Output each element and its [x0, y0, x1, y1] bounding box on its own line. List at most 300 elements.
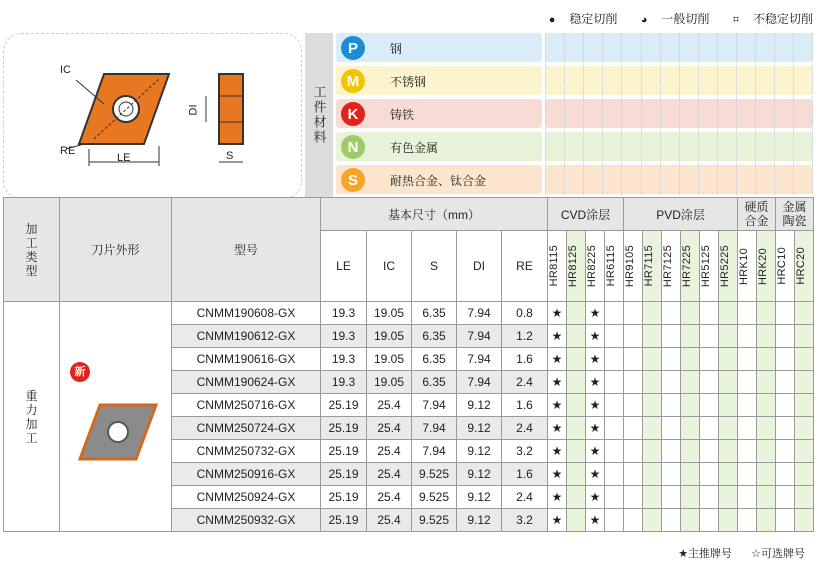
grade-cell-hr7115	[643, 302, 662, 325]
grid-line	[621, 33, 622, 195]
material-name: 有色金属	[390, 141, 439, 155]
grid-line	[698, 33, 699, 195]
grade-header-hr8225: HR8225	[586, 231, 605, 302]
main-grade-star: ★	[551, 352, 563, 366]
grade-cell-hr7115	[643, 440, 662, 463]
grid-line	[736, 33, 737, 195]
grade-cell-hr8225	[586, 302, 605, 325]
s-cell: 6.35	[412, 371, 457, 394]
grade-cell-hr8125	[567, 394, 586, 417]
grade-cell-hr5125	[700, 509, 719, 532]
di-header: DI	[457, 231, 502, 302]
re-cell: 3.2	[502, 509, 548, 532]
grade-header-hr5225: HR5225	[719, 231, 738, 302]
s-cell: 7.94	[412, 440, 457, 463]
le-cell: 25.19	[321, 463, 367, 486]
ic-cell: 19.05	[367, 348, 412, 371]
grade-cell-hr7115	[643, 463, 662, 486]
grade-cell-hr6115	[605, 325, 624, 348]
re-cell: 1.6	[502, 463, 548, 486]
general-label: 一般切削	[661, 12, 710, 26]
di-cell: 7.94	[457, 325, 502, 348]
grade-cell-hr5225	[719, 463, 738, 486]
main-grade-star: ★	[589, 490, 601, 504]
grade-header-hrc20: HRC20	[795, 231, 814, 302]
cermet-header: 金属陶瓷	[776, 198, 814, 231]
di-cell: 9.12	[457, 509, 502, 532]
grade-header-hr7225: HR7225	[681, 231, 700, 302]
grade-cell-hrc10	[776, 509, 795, 532]
grade-cell-hrc20	[795, 509, 814, 532]
grade-cell-hr7225	[681, 463, 700, 486]
re-cell: 0.8	[502, 302, 548, 325]
model-cell: CNMM250924-GX	[172, 486, 321, 509]
model-cell: CNMM250932-GX	[172, 509, 321, 532]
grade-cell-hr7125	[662, 394, 681, 417]
le-cell: 19.3	[321, 348, 367, 371]
grade-cell-hrc10	[776, 417, 795, 440]
grade-cell-hr7225	[681, 325, 700, 348]
material-badge-n: N	[341, 135, 365, 159]
grade-cell-hrk20	[757, 371, 776, 394]
s-cell: 7.94	[412, 394, 457, 417]
le-header: LE	[321, 231, 367, 302]
le-cell: 25.19	[321, 417, 367, 440]
grade-cell-hr8115	[548, 348, 567, 371]
grade-cell-hr6115	[605, 417, 624, 440]
re-cell: 2.4	[502, 417, 548, 440]
le-cell: 19.3	[321, 302, 367, 325]
main-grade-star: ★	[551, 329, 563, 343]
main-grade-star: ★	[551, 490, 563, 504]
grade-cell-hr6115	[605, 486, 624, 509]
grade-cell-hr9105	[624, 302, 643, 325]
di-cell: 9.12	[457, 486, 502, 509]
grade-cell-hr8115	[548, 371, 567, 394]
dims-header: 基本尺寸（mm）	[321, 198, 548, 231]
material-name: 耐热合金、钛合金	[390, 174, 487, 188]
le-cell: 19.3	[321, 325, 367, 348]
s-cell: 9.525	[412, 463, 457, 486]
grade-cell-hrk20	[757, 348, 776, 371]
grade-cell-hrk10	[738, 463, 757, 486]
grade-cell-hr8115	[548, 394, 567, 417]
grade-cell-hr7125	[662, 463, 681, 486]
grade-cell-hrk10	[738, 509, 757, 532]
grade-cell-hr5225	[719, 509, 738, 532]
grade-cell-hr9105	[624, 440, 643, 463]
grade-cell-hr8115	[548, 417, 567, 440]
grade-cell-hr8125	[567, 440, 586, 463]
pvd-header: PVD涂层	[624, 198, 738, 231]
grade-cell-hr8225	[586, 440, 605, 463]
main-grade-note: ★主推牌号	[678, 548, 733, 560]
grade-cell-hr8225	[586, 325, 605, 348]
grade-cell-hrk10	[738, 417, 757, 440]
grade-cell-hr6115	[605, 463, 624, 486]
grade-cell-hr7225	[681, 417, 700, 440]
ic-cell: 19.05	[367, 371, 412, 394]
grade-cell-hrc10	[776, 463, 795, 486]
grade-cell-hr5225	[719, 417, 738, 440]
ic-cell: 25.4	[367, 463, 412, 486]
ic-cell: 25.4	[367, 440, 412, 463]
le-cell: 25.19	[321, 440, 367, 463]
di-cell: 7.94	[457, 348, 502, 371]
di-label: DI	[187, 104, 200, 116]
material-row-n	[336, 132, 542, 161]
grade-cell-hrc20	[795, 348, 814, 371]
di-cell: 9.12	[457, 463, 502, 486]
grade-cell-hr7225	[681, 394, 700, 417]
ic-header: IC	[367, 231, 412, 302]
main-grade-star: ★	[589, 444, 601, 458]
grade-cell-hr8225	[586, 394, 605, 417]
grade-cell-hr7225	[681, 486, 700, 509]
workpiece-material-label: 工件材料	[305, 33, 333, 197]
general-symbol: ◕	[640, 14, 648, 26]
cvd-header: CVD涂层	[548, 198, 624, 231]
le-cell: 25.19	[321, 394, 367, 417]
grade-cell-hr8125	[567, 486, 586, 509]
grade-cell-hr7225	[681, 302, 700, 325]
main-grade-star: ★	[551, 398, 563, 412]
grade-cell-hr7225	[681, 348, 700, 371]
grade-cell-hr9105	[624, 417, 643, 440]
grade-cell-hrk20	[757, 325, 776, 348]
material-name: 钢	[390, 42, 403, 56]
main-grade-star: ★	[589, 375, 601, 389]
grade-cell-hr7125	[662, 325, 681, 348]
model-cell: CNMM190612-GX	[172, 325, 321, 348]
di-cell: 9.12	[457, 417, 502, 440]
grade-cell-hr8115	[548, 440, 567, 463]
grade-cell-hr6115	[605, 509, 624, 532]
grade-cell-hr7225	[681, 371, 700, 394]
grade-cell-hr6115	[605, 348, 624, 371]
grid-line	[774, 33, 775, 195]
grade-cell-hr8115	[548, 509, 567, 532]
grade-cell-hrc10	[776, 440, 795, 463]
grade-cell-hr9105	[624, 509, 643, 532]
grade-cell-hr8225	[586, 486, 605, 509]
s-cell: 6.35	[412, 302, 457, 325]
s-cell: 7.94	[412, 417, 457, 440]
model-cell: CNMM250916-GX	[172, 463, 321, 486]
le-label: LE	[117, 152, 131, 164]
grid-line	[679, 33, 680, 195]
grade-header-hr6115: HR6115	[605, 231, 624, 302]
grade-cell-hrc20	[795, 486, 814, 509]
grid-line	[793, 33, 794, 195]
main-grade-star: ★	[551, 421, 563, 435]
grade-cell-hr5225	[719, 440, 738, 463]
grade-cell-hr9105	[624, 463, 643, 486]
grade-cell-hr7125	[662, 486, 681, 509]
s-header: S	[412, 231, 457, 302]
grade-cell-hr5125	[700, 463, 719, 486]
main-grade-star: ★	[589, 513, 601, 527]
product-table	[3, 197, 814, 532]
type-header: 加工类型	[4, 198, 60, 302]
di-cell: 9.12	[457, 440, 502, 463]
ic-cell: 25.4	[367, 394, 412, 417]
footer-legend	[662, 545, 805, 561]
re-cell: 1.6	[502, 348, 548, 371]
model-cell: CNMM190624-GX	[172, 371, 321, 394]
material-row-s	[336, 165, 542, 194]
stable-label: 稳定切削	[569, 12, 618, 26]
grade-cell-hr8225	[586, 509, 605, 532]
s-cell: 6.35	[412, 325, 457, 348]
grade-cell-hr7115	[643, 486, 662, 509]
material-badge-p: P	[341, 36, 365, 60]
s-cell: 9.525	[412, 509, 457, 532]
material-badge-m: M	[341, 69, 365, 93]
grade-cell-hrc10	[776, 325, 795, 348]
grade-cell-hrk20	[757, 394, 776, 417]
ic-label: IC	[60, 64, 71, 76]
main-grade-star: ★	[551, 375, 563, 389]
grade-cell-hr9105	[624, 325, 643, 348]
grade-cell-hr7125	[662, 302, 681, 325]
grade-cell-hr7115	[643, 325, 662, 348]
le-cell: 19.3	[321, 371, 367, 394]
grade-cell-hr7125	[662, 417, 681, 440]
grade-cell-hr5225	[719, 325, 738, 348]
grade-cell-hr5225	[719, 394, 738, 417]
grade-cell-hr5125	[700, 371, 719, 394]
grade-cell-hr7115	[643, 417, 662, 440]
grade-cell-hr5225	[719, 302, 738, 325]
main-grade-star: ★	[551, 306, 563, 320]
grade-cell-hr5225	[719, 348, 738, 371]
grade-cell-hrc20	[795, 371, 814, 394]
grade-cell-hrk10	[738, 325, 757, 348]
grid-line	[812, 33, 813, 195]
ic-cell: 25.4	[367, 417, 412, 440]
grid-line	[717, 33, 718, 195]
material-badge-k: K	[341, 102, 365, 126]
le-cell: 25.19	[321, 486, 367, 509]
insert-diagram	[3, 33, 302, 199]
main-grade-star: ★	[551, 513, 563, 527]
grade-cell-hr7125	[662, 509, 681, 532]
grade-cell-hrc10	[776, 394, 795, 417]
grade-cell-hr8125	[567, 325, 586, 348]
grade-cell-hrc20	[795, 463, 814, 486]
grade-cell-hrc10	[776, 371, 795, 394]
grade-cell-hr7115	[643, 348, 662, 371]
grade-cell-hrk20	[757, 486, 776, 509]
grid-line	[660, 33, 661, 195]
ic-cell: 19.05	[367, 325, 412, 348]
grade-cell-hr9105	[624, 486, 643, 509]
model-header: 型号	[172, 198, 321, 302]
grade-header-hrk20: HRK20	[757, 231, 776, 302]
di-cell: 7.94	[457, 302, 502, 325]
grade-cell-hrk20	[757, 302, 776, 325]
grade-cell-hr5125	[700, 440, 719, 463]
grade-cell-hr7225	[681, 440, 700, 463]
main-grade-star: ★	[589, 306, 601, 320]
grade-cell-hr5125	[700, 348, 719, 371]
grade-cell-hrc20	[795, 394, 814, 417]
grade-cell-hr8115	[548, 463, 567, 486]
hard-header: 硬质合金	[738, 198, 776, 231]
re-cell: 3.2	[502, 440, 548, 463]
grade-cell-hrk10	[738, 440, 757, 463]
material-badge-s: S	[341, 168, 365, 192]
grade-cell-hrc10	[776, 486, 795, 509]
material-name: 铸铁	[390, 108, 415, 122]
grid-line	[641, 33, 642, 195]
main-grade-star: ★	[551, 467, 563, 481]
grade-cell-hrc20	[795, 302, 814, 325]
grade-cell-hr8115	[548, 325, 567, 348]
material-name: 不锈钢	[390, 75, 427, 89]
main-grade-star: ★	[589, 421, 601, 435]
re-label: RE	[60, 145, 76, 157]
new-badge: 新	[70, 362, 90, 382]
grade-cell-hrc10	[776, 348, 795, 371]
s-cell: 6.35	[412, 348, 457, 371]
re-cell: 1.6	[502, 394, 548, 417]
grade-cell-hr5225	[719, 371, 738, 394]
grade-cell-hrk10	[738, 486, 757, 509]
grade-cell-hrk20	[757, 509, 776, 532]
grade-header-hr9105: HR9105	[624, 231, 643, 302]
grade-cell-hr7115	[643, 371, 662, 394]
optional-grade-note: ☆可选牌号	[751, 548, 805, 560]
grade-header-hr8125: HR8125	[567, 231, 586, 302]
grade-cell-hr5125	[700, 486, 719, 509]
shape-header: 刀片外形	[60, 198, 172, 302]
grade-header-hrk10: HRK10	[738, 231, 757, 302]
table-row	[4, 302, 814, 325]
s-cell: 9.525	[412, 486, 457, 509]
re-cell: 2.4	[502, 486, 548, 509]
stable-symbol: ●	[548, 14, 556, 26]
grade-cell-hr5225	[719, 486, 738, 509]
material-row-k	[336, 99, 542, 128]
grade-cell-hrk20	[757, 417, 776, 440]
grade-cell-hr5125	[700, 394, 719, 417]
model-cell: CNMM250732-GX	[172, 440, 321, 463]
grade-cell-hr7115	[643, 394, 662, 417]
main-grade-star: ★	[551, 444, 563, 458]
grade-cell-hrk10	[738, 302, 757, 325]
unstable-label: 不稳定切削	[752, 12, 813, 26]
grade-cell-hr8125	[567, 509, 586, 532]
di-cell: 9.12	[457, 394, 502, 417]
grade-cell-hrk20	[757, 463, 776, 486]
grid-line	[545, 33, 546, 195]
grade-cell-hr8115	[548, 302, 567, 325]
grade-cell-hr8125	[567, 302, 586, 325]
grid-line	[564, 33, 565, 195]
grade-cell-hr8125	[567, 463, 586, 486]
grade-cell-hrc20	[795, 417, 814, 440]
grade-cell-hr5125	[700, 325, 719, 348]
grade-cell-hr8125	[567, 417, 586, 440]
grade-cell-hr8115	[548, 486, 567, 509]
grade-cell-hr9105	[624, 348, 643, 371]
process-type-cell: 重力加工	[4, 302, 60, 532]
grade-cell-hr7125	[662, 371, 681, 394]
grid-line	[602, 33, 603, 195]
model-cell: CNMM250724-GX	[172, 417, 321, 440]
insert-drawing	[4, 34, 301, 198]
grade-cell-hr7225	[681, 509, 700, 532]
grade-cell-hr8225	[586, 371, 605, 394]
s-label: S	[226, 150, 234, 162]
grade-header-hr5125: HR5125	[700, 231, 719, 302]
ic-cell: 19.05	[367, 302, 412, 325]
main-grade-star: ★	[589, 329, 601, 343]
ic-cell: 25.4	[367, 486, 412, 509]
main-grade-star: ★	[589, 398, 601, 412]
grade-cell-hrk20	[757, 440, 776, 463]
di-cell: 7.94	[457, 371, 502, 394]
material-row-m	[336, 66, 542, 95]
grade-header-hr7125: HR7125	[662, 231, 681, 302]
grade-cell-hr9105	[624, 371, 643, 394]
grade-header-hr7115: HR7115	[643, 231, 662, 302]
re-cell: 1.2	[502, 325, 548, 348]
grade-cell-hr7115	[643, 509, 662, 532]
model-cell: CNMM190608-GX	[172, 302, 321, 325]
grade-cell-hr8225	[586, 348, 605, 371]
le-cell: 25.19	[321, 509, 367, 532]
grade-cell-hr6115	[605, 440, 624, 463]
grade-cell-hrk10	[738, 394, 757, 417]
grade-cell-hr7125	[662, 348, 681, 371]
grade-cell-hr8125	[567, 348, 586, 371]
grade-header-hrc10: HRC10	[776, 231, 795, 302]
grade-cell-hrc10	[776, 302, 795, 325]
model-cell: CNMM190616-GX	[172, 348, 321, 371]
insert-photo	[78, 397, 158, 467]
grade-cell-hr6115	[605, 394, 624, 417]
grid-line	[755, 33, 756, 195]
ic-cell: 25.4	[367, 509, 412, 532]
re-cell: 2.4	[502, 371, 548, 394]
suitability-grid	[545, 33, 813, 197]
grade-cell-hr6115	[605, 302, 624, 325]
main-grade-star: ★	[589, 467, 601, 481]
grade-cell-hr5125	[700, 302, 719, 325]
insert-shape-cell	[60, 302, 172, 532]
unstable-symbol: ⌗	[732, 14, 739, 26]
grade-cell-hr8225	[586, 463, 605, 486]
grade-cell-hrk10	[738, 371, 757, 394]
grade-cell-hr5125	[700, 417, 719, 440]
grade-cell-hr8125	[567, 371, 586, 394]
grade-cell-hrk10	[738, 348, 757, 371]
grid-line	[583, 33, 584, 195]
grade-cell-hrc20	[795, 440, 814, 463]
grade-header-hr8115: HR8115	[548, 231, 567, 302]
re-header: RE	[502, 231, 548, 302]
grade-cell-hr9105	[624, 394, 643, 417]
material-row-p	[336, 33, 542, 62]
grade-cell-hrc20	[795, 325, 814, 348]
grade-cell-hr8225	[586, 417, 605, 440]
grade-cell-hr7125	[662, 440, 681, 463]
cutting-legend	[529, 10, 813, 27]
main-grade-star: ★	[589, 352, 601, 366]
